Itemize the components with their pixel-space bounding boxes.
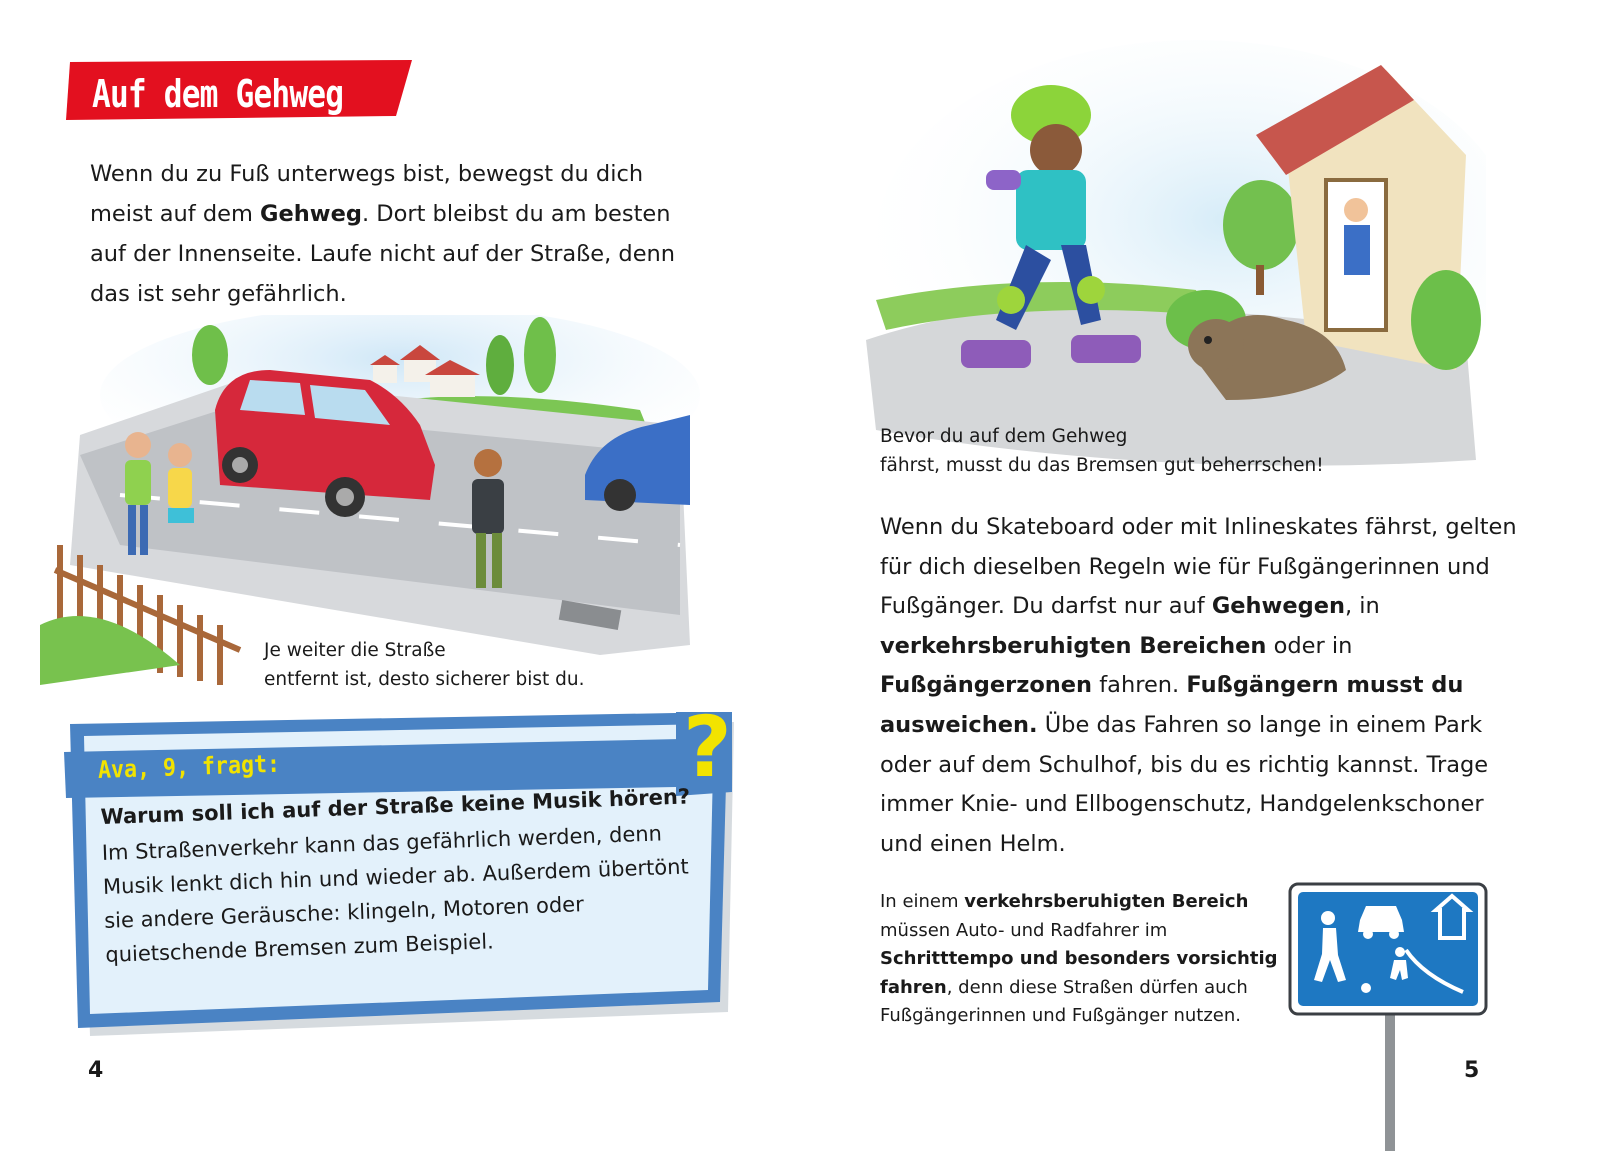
question-mark-icon — [675, 692, 737, 792]
bold-text-segment: verkehrsberuhigten Bereich — [964, 891, 1249, 912]
skating-rules-paragraph — [880, 508, 1520, 864]
svg-text:?: ? — [683, 698, 732, 792]
bold-text-segment: Gehweg — [260, 201, 362, 227]
page-number-left: 4 — [88, 1058, 104, 1083]
info-box-body — [100, 779, 706, 972]
traffic-calmed-area-text — [880, 888, 1300, 1031]
street-illustration — [40, 315, 720, 690]
text-segment: oder in — [1266, 632, 1353, 659]
intro-paragraph — [90, 154, 690, 314]
page-title: Auf dem Gehweg — [92, 72, 344, 116]
text-segment: In einem — [880, 891, 965, 912]
traffic-calmed-area-sign-icon — [1288, 880, 1498, 1151]
text-segment: fahren. — [1092, 672, 1187, 699]
text-segment: . Dort bleibst du am besten auf der Innenseite. Laufe nicht auf der Straße, denn das ist sehr gefährlich. — [90, 201, 676, 307]
text-segment: Wenn du zu Fuß unterwegs bist, bewegst du dich meist auf dem — [90, 161, 644, 227]
bold-text-segment: Schritttempo und besonders vorsichtig fahren — [880, 948, 1278, 998]
bold-text-segment: verkehrsberuhigten Bereichen — [880, 632, 1267, 659]
text-segment: Übe das Fahren so lange in einem Park oder auf dem Schulhof, bis du es richtig kannst. Trage immer Knie- und Ellbogenschutz, Handgelenkschoner und einen Helm. — [880, 711, 1489, 857]
skate-caption-line-1: Bevor du auf dem Gehweg — [880, 426, 1128, 447]
text-segment: Wenn du Skateboard oder mit Inlineskates fährst, gelten für dich dieselben Regeln wie für Fußgängerinnen und Fußgänger. Du darfst nur auf — [880, 514, 1517, 620]
text-segment: , denn diese Straßen dürfen auch Fußgängerinnen und Fußgänger nutzen. — [880, 976, 1248, 1026]
bold-text-segment: Gehwegen — [1211, 593, 1345, 620]
info-box-label: Ava, 9, fragt: — [97, 749, 281, 784]
text-segment: müssen Auto- und Radfahrer im — [880, 919, 1168, 941]
skate-caption — [880, 422, 1400, 480]
page-number-right: 5 — [1464, 1058, 1480, 1083]
skate-caption-line-2: fährst, musst du das Bremsen gut beherrschen! — [880, 455, 1324, 476]
bold-text-segment: Fußgängern musst du ausweichen. — [880, 672, 1464, 738]
street-caption-line-2: entfernt ist, desto sicherer bist du. — [264, 669, 585, 690]
street-caption — [264, 636, 684, 694]
street-caption-line-1: Je weiter die Straße — [264, 640, 446, 661]
bold-text-segment: Fußgängerzonen — [880, 672, 1093, 699]
text-segment: , in — [1345, 593, 1380, 620]
info-box-question: Warum soll ich auf der Straße keine Musik hören? — [100, 784, 691, 829]
info-box-answer: Im Straßenverkehr kann das gefährlich werden, denn Musik lenkt dich hin und wieder ab. Außerdem übertönt sie andere Geräusche: klingeln, Motoren oder quietschende Bremsen zum Beispiel. — [101, 821, 690, 967]
